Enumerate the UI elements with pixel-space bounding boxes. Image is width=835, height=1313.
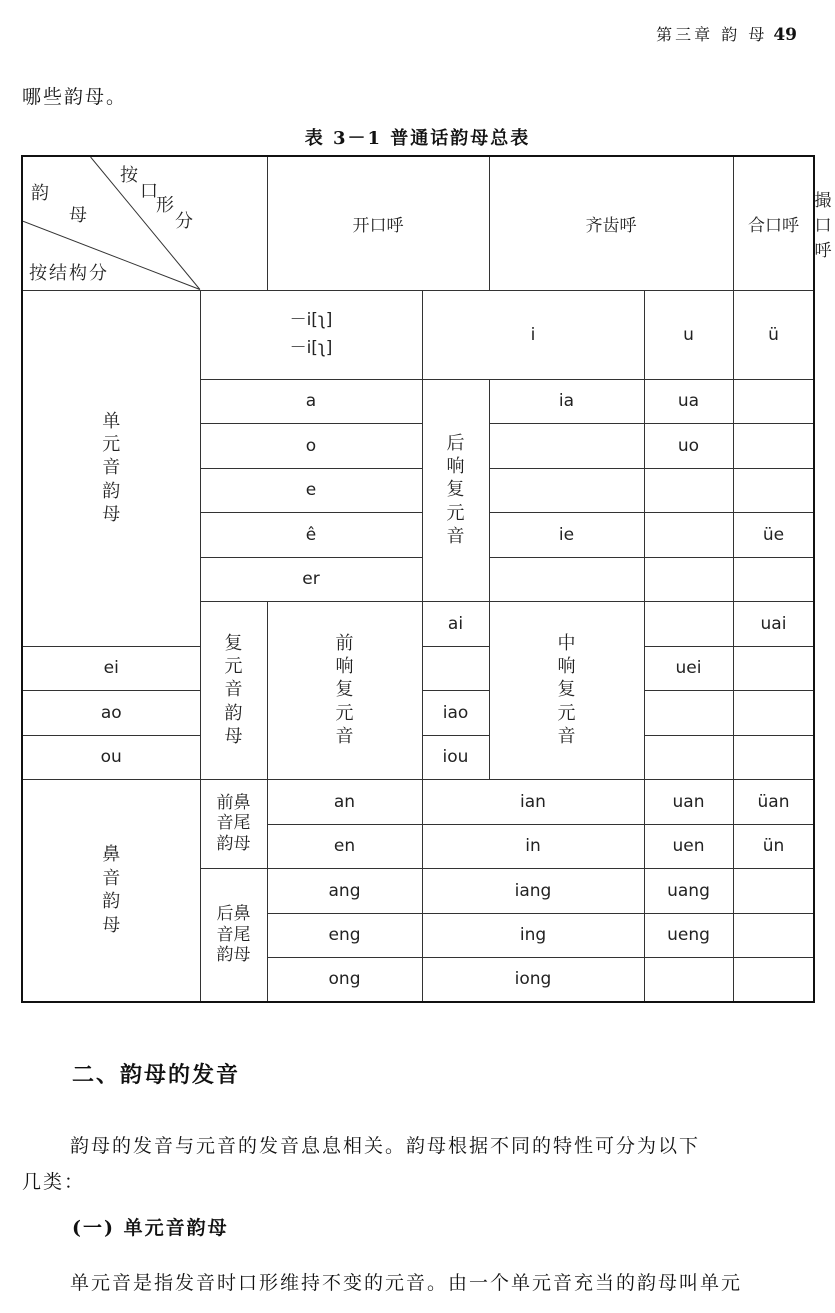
table-cell [644,512,733,557]
table-cell: üe [733,512,814,557]
intro-text: 哪些韵母。 [22,86,128,108]
table-cell: ie [489,512,644,557]
table-cell [644,690,733,735]
sub-label-back-resonant: 后响复元音 [422,379,489,601]
table-cell: o [200,423,422,468]
table-cell [644,957,733,1002]
table-cell: iou [422,735,489,779]
corner-label: 分 [175,211,193,232]
page-number: 49 [773,25,797,45]
corner-label: 母 [69,205,87,226]
table-corner [22,156,267,290]
table-cell [733,646,814,690]
group-label-single: 单元音韵母 [22,290,200,646]
finals-table: 韵 母 按 口 形 分 按结构分 开口呼 齐齿呼 合口呼 撮口呼 单元音韵母 －i[ʅ] －i[ʅ] i u ü a 后响复元音 ia ua o uo e ê ie üe er 复元音韵母 前响复元音 ai 中响复元音 uai ei uei ao iao ou iou 鼻音韵母 前鼻音尾韵母 an ian uan üan en in uen ün 后鼻音尾韵母 ang iang uang eng ing ueng ong iong [21,155,815,1003]
corner-label: 按 [120,165,138,186]
col-header-kaikou: 开口呼 [267,156,489,290]
table-cell: ü [733,290,814,379]
table-cell: a [200,379,422,423]
table-cell [644,601,733,646]
table-cell [733,868,814,913]
table-cell: e [200,468,422,512]
table-cell [489,423,644,468]
table-cell: en [267,824,422,868]
corner-label: 韵 [31,183,49,204]
group-label-nasal: 鼻音韵母 [22,779,200,1002]
table-cell: an [267,779,422,824]
chapter-title: 第三章 韵 母 [656,25,768,44]
table-cell: ao [22,690,200,735]
table-cell: ün [733,824,814,868]
sub-label-front-resonant: 前响复元音 [267,601,422,779]
table-cell [644,468,733,512]
table-cell: ian [422,779,644,824]
table-cell [489,468,644,512]
paragraph-line: 韵母的发音与元音的发音息息相关。韵母根据不同的特性可分为以下 [70,1135,701,1157]
corner-label: 按结构分 [29,263,109,284]
table-cell: uai [733,601,814,646]
table-cell [733,957,814,1002]
table-cell: ueng [644,913,733,957]
table-cell: －i[ʅ] －i[ʅ] [200,290,422,379]
table-cell [733,735,814,779]
paragraph-line: 单元音是指发音时口形维持不变的元音。由一个单元音充当的韵母叫单元 [70,1272,743,1294]
table-cell: eng [267,913,422,957]
table-cell [733,468,814,512]
table-cell: er [200,557,422,601]
table-cell: in [422,824,644,868]
table-cell: iang [422,868,644,913]
table-cell: uo [644,423,733,468]
sub-label-front-nasal: 前鼻音尾韵母 [200,779,267,868]
table-cell: iao [422,690,489,735]
table-cell [733,690,814,735]
table-cell [733,379,814,423]
subsection-title: (一) 单元音韵母 [72,1217,229,1239]
table-cell: ou [22,735,200,779]
sub-label-back-nasal: 后鼻音尾韵母 [200,868,267,1002]
corner-label: 形 [156,195,174,216]
table-cell [422,646,489,690]
table-cell: ang [267,868,422,913]
table-cell: ei [22,646,200,690]
table-cell [733,913,814,957]
table-cell: u [644,290,733,379]
table-cell [644,557,733,601]
table-cell: ong [267,957,422,1002]
table-cell: i [422,290,644,379]
section-title: 二、韵母的发音 [72,1062,241,1088]
col-header-hekou: 合口呼 [733,156,814,290]
table-cell [489,557,644,601]
group-label-compound: 复元音韵母 [200,601,267,779]
table-cell [733,423,814,468]
table-cell: ua [644,379,733,423]
table-cell: üan [733,779,814,824]
table-cell [733,557,814,601]
table-cell: iong [422,957,644,1002]
table-cell: ê [200,512,422,557]
paragraph-line: 几类： [22,1171,86,1193]
table-cell: uei [644,646,733,690]
corner-label: 口 [140,181,158,202]
sub-label-middle-resonant: 中响复元音 [489,601,644,779]
table-cell: ai [422,601,489,646]
page-header [656,22,797,45]
table-cell: uen [644,824,733,868]
table-cell: ing [422,913,644,957]
table-cell [644,735,733,779]
table-cell: uan [644,779,733,824]
table-cell: ia [489,379,644,423]
col-header-qichi: 齐齿呼 [489,156,733,290]
table-cell: uang [644,868,733,913]
table-caption: 表 3－1 普通话韵母总表 [304,128,531,149]
